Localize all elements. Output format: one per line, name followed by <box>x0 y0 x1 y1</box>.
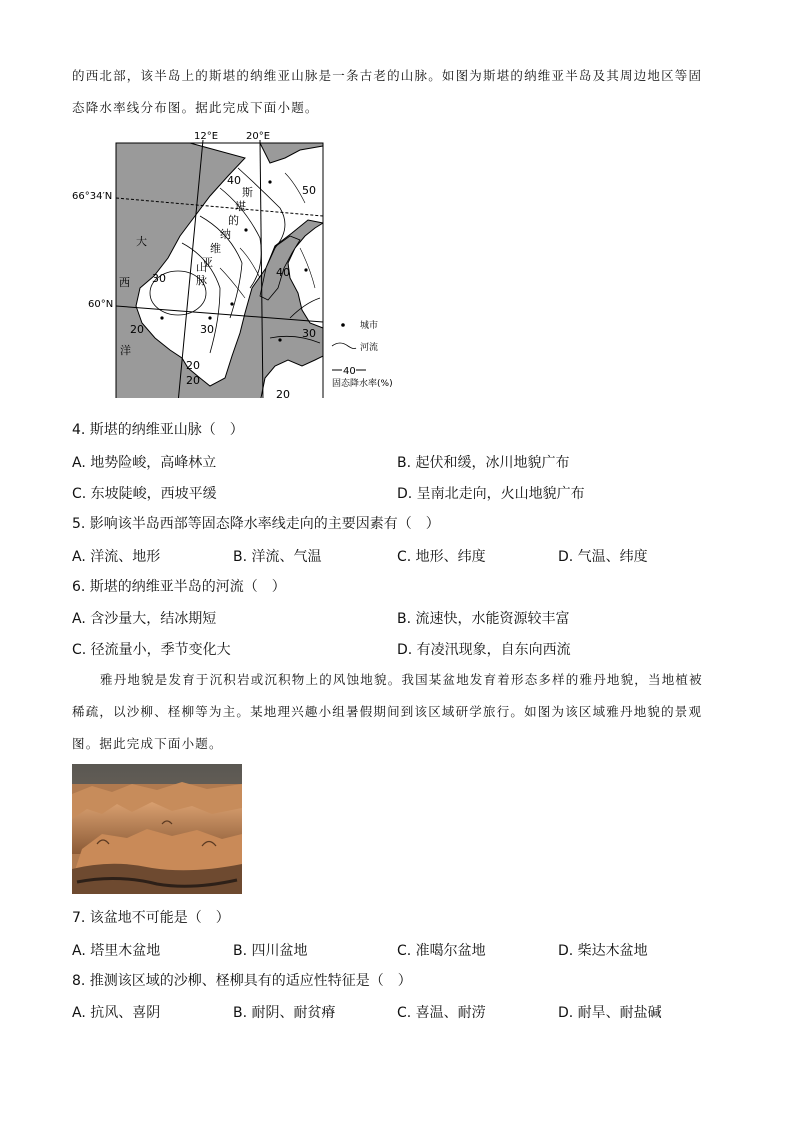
lat-label-60n: 60°N <box>88 299 114 310</box>
contour-label: 20 <box>276 388 290 398</box>
contour-label: 30 <box>200 323 214 336</box>
question-8-stem: 8. 推测该区域的沙柳、柽柳具有的适应性特征是（ ） <box>72 973 412 989</box>
question-4-option-a[interactable]: A. 地势险峻，高峰林立 <box>72 455 217 471</box>
city-legend-icon <box>341 323 345 327</box>
question-5-option-d[interactable]: D. 气温、纬度 <box>558 549 648 565</box>
contour-label: 30 <box>302 327 316 340</box>
yardang-landscape-photo <box>72 764 242 894</box>
contour-label: 20 <box>186 374 200 387</box>
question-4-stem: 4. 斯堪的纳维亚山脉（ ） <box>72 422 244 438</box>
question-5-option-a[interactable]: A. 洋流、地形 <box>72 549 161 565</box>
question-6-option-b[interactable]: B. 流速快，水能资源较丰富 <box>397 611 570 627</box>
question-5-stem: 5. 影响该半岛西部等固态降水率线走向的主要因素有（ ） <box>72 516 440 532</box>
question-8-option-d[interactable]: D. 耐旱、耐盐碱 <box>558 1005 662 1021</box>
mountain-label-6: 亚 <box>202 256 213 269</box>
contour-label: 20 <box>130 323 144 336</box>
contour-label: 30 <box>152 272 166 285</box>
question-7-option-d[interactable]: D. 柴达木盆地 <box>558 943 648 959</box>
question-6-stem: 6. 斯堪的纳维亚半岛的河流（ ） <box>72 579 286 595</box>
question-7-stem: 7. 该盆地不可能是（ ） <box>72 910 230 926</box>
passage2-line-2: 稀疏，以沙柳、柽柳等为主。某地理兴趣小组暑假期间到该区域研学旅行。如图为该区域雅丹地貌的景观 <box>72 704 703 719</box>
question-7-option-c[interactable]: C. 准噶尔盆地 <box>397 943 486 959</box>
precipitation-map <box>70 128 400 398</box>
passage2-line-1: 雅丹地貌是发育于沉积岩或沉积物上的风蚀地貌。我国某盆地发育着形态多样的雅丹地貌，当地植被 <box>100 672 703 687</box>
contour-label: 40 <box>227 174 241 187</box>
question-6-option-d[interactable]: D. 有凌汛现象，自东向西流 <box>397 642 571 658</box>
question-4-option-b[interactable]: B. 起伏和缓，冰川地貌广布 <box>397 455 570 471</box>
intro-line-1: 的西北部，该半岛上的斯堪的纳维亚山脉是一条古老的山脉。如图为斯堪的纳维亚半岛及其周边地区等固 <box>72 68 703 83</box>
question-5-option-c[interactable]: C. 地形、纬度 <box>397 549 486 565</box>
question-8-option-c[interactable]: C. 喜温、耐涝 <box>397 1005 486 1021</box>
question-8-option-a[interactable]: A. 抗风、喜阴 <box>72 1005 161 1021</box>
mountain-label-3: 的 <box>228 214 239 227</box>
mountain-label-5: 维 <box>210 242 221 255</box>
contour-label: 40 <box>276 266 290 279</box>
intro-line-2: 态降水率线分布图。据此完成下面小题。 <box>72 100 319 115</box>
contour-label: 20 <box>186 359 200 372</box>
passage2-line-3: 图。据此完成下面小题。 <box>72 736 223 751</box>
question-6-option-a[interactable]: A. 含沙量大，结冰期短 <box>72 611 217 627</box>
ocean-label-3: 洋 <box>120 344 131 357</box>
lat-label-arctic: 66°34′N <box>72 191 113 202</box>
question-4-option-c[interactable]: C. 东坡陡峻，西坡平缓 <box>72 486 217 502</box>
legend-city: 城市 <box>360 321 379 331</box>
mountain-label-4: 纳 <box>220 228 231 241</box>
mountain-label-8: 脉 <box>196 274 207 287</box>
question-6-option-c[interactable]: C. 径流量小，季节变化大 <box>72 642 231 658</box>
lon-label-20e: 20°E <box>246 131 271 142</box>
question-7-option-b[interactable]: B. 四川盆地 <box>233 943 308 959</box>
question-4-option-d[interactable]: D. 呈南北走向，火山地貌广布 <box>397 486 585 502</box>
ocean-label-1: 大 <box>136 235 147 248</box>
legend-contour: 固态降水率(%) <box>332 379 393 389</box>
mountain-label-7: 山 <box>196 261 207 274</box>
mountain-label-2: 堪 <box>235 200 246 213</box>
legend-contour-value: 40 <box>343 366 356 377</box>
question-7-option-a[interactable]: A. 塔里木盆地 <box>72 943 161 959</box>
question-5-option-b[interactable]: B. 洋流、气温 <box>233 549 322 565</box>
contour-label: 50 <box>302 184 316 197</box>
lon-label-12e: 12°E <box>194 131 219 142</box>
ocean-label-2: 西 <box>119 276 130 289</box>
river-legend-icon <box>332 343 356 349</box>
mountain-label-1: 斯 <box>242 186 253 199</box>
legend-river: 河流 <box>360 343 379 353</box>
question-8-option-b[interactable]: B. 耐阴、耐贫瘠 <box>233 1005 336 1021</box>
